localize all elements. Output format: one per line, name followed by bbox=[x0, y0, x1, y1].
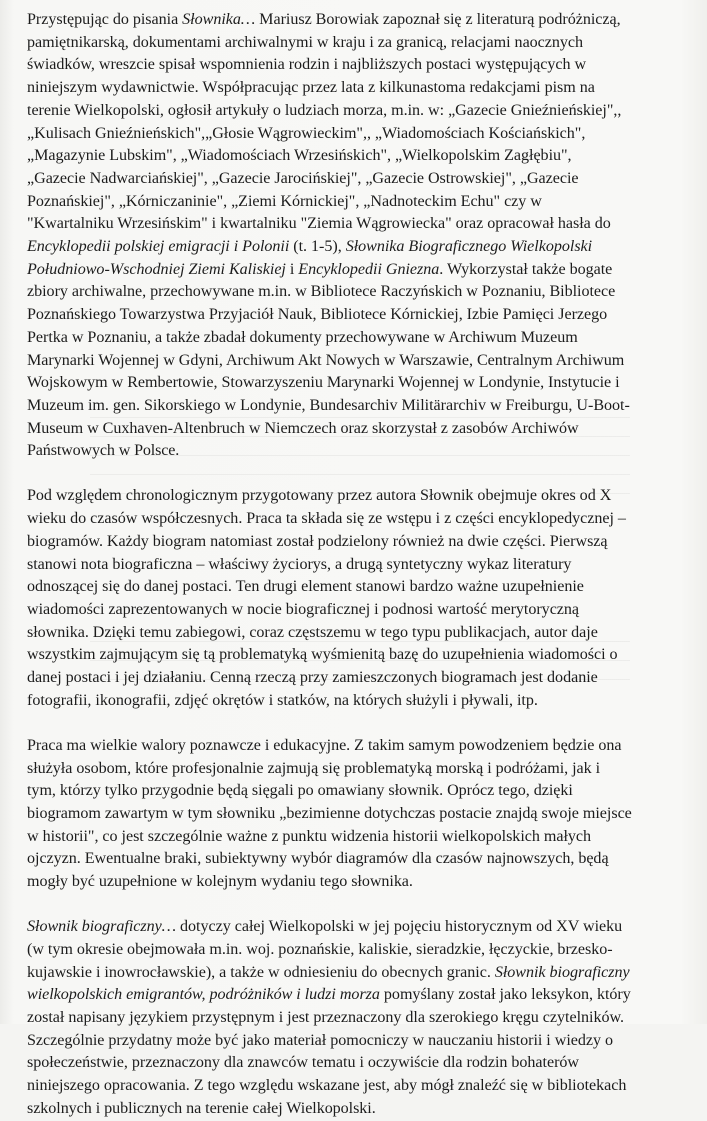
text-line bbox=[27, 77, 682, 100]
italic-text-run: Południowo-Wschodniej Ziemi Kaliskiej bbox=[27, 260, 286, 278]
italic-text-run: Słownik biograficzny… bbox=[27, 918, 177, 936]
text-run: Mariusz Borowiak zapoznał się z literaturą podróżniczą, bbox=[255, 11, 621, 28]
text-run: „Magazynie Lubskim", „Wiadomościach Wrzesińskich", „Wielkopolskim Zagłębiu", bbox=[27, 147, 572, 165]
text-run: fotografii, ikonografii, zdjęć okrętów i statków, na których służyli i pływali, itp. bbox=[27, 691, 538, 709]
text-line bbox=[27, 1098, 682, 1121]
text-line bbox=[27, 327, 682, 350]
text-run: Pertka w Poznaniu, a także zbadał dokumenty przechowywane w Archiwum Muzeum bbox=[27, 328, 578, 346]
text-line bbox=[27, 780, 682, 803]
text-run: Praca ma wielkie walory poznawcze i edukacyjne. Z takim samym powodzeniem będzie ona bbox=[27, 736, 622, 754]
text-line bbox=[27, 644, 682, 667]
text-line bbox=[27, 690, 682, 713]
document-body bbox=[27, 9, 682, 1121]
text-run: "Kwartalniku Wrzesińskim" i kwartalniku "Ziemia Wągrowiecka" oraz opracował hasła do bbox=[27, 215, 611, 233]
text-run: Poznańskiej", „Kórniczaninie", „Ziemi Kórnickiej", „Nadnoteckim Echu" czy w bbox=[27, 192, 542, 210]
text-run: biogramów. Każdy biogram natomiast został podzielony również na dwie części. Pierwszą bbox=[27, 532, 608, 550]
text-run: niniejszego opracowania. Z tego względu wskazane jest, aby mógł znaleźć się w bibliotekach bbox=[27, 1077, 627, 1095]
text-run: świadków, wreszcie spisał wspomnienia rodzin i najbliższych postaci występujących w bbox=[27, 56, 587, 74]
text-run: Wojskowym w Rembertowie, Stowarzyszeniu Marynarki Wojennej w Londynie, Instytucie i bbox=[27, 374, 620, 392]
italic-text-run: Słownik biograficzny bbox=[494, 963, 630, 981]
text-line bbox=[27, 916, 682, 939]
paragraph bbox=[27, 916, 682, 1120]
text-run: słownika. Dzięki temu zabiegowi, coraz częstszemu w tego typu publikacjach, autor daje bbox=[27, 623, 598, 641]
text-line bbox=[27, 1075, 682, 1098]
text-run: terenie Wielkopolski, ogłosił artykuły o ludziach morza, m.in. w: „Gazecie Gnieźnieńskiej",, bbox=[27, 101, 622, 119]
text-line bbox=[27, 826, 682, 849]
text-line bbox=[27, 962, 682, 985]
text-run: i bbox=[285, 260, 299, 278]
text-run: w historii", co jest szczególnie ważne z punktu widzenia historii wielkopolskich małych bbox=[27, 827, 592, 845]
text-run: społeczeństwie, przeznaczony dla znawców tematu i oczywiście dla rodzin bohaterów bbox=[27, 1054, 579, 1072]
text-run: szkolnych i publicznych na terenie całej Wielkopolski. bbox=[27, 1099, 376, 1117]
text-line bbox=[27, 758, 682, 781]
text-run: mogły być uzupełnione w kolejnym wydaniu tego słownika. bbox=[27, 873, 413, 891]
text-run: tym, którzy tylko przygodnie będą sięgali po omawiany słownik. Oprócz tego, dzięki bbox=[27, 782, 573, 800]
text-line bbox=[27, 236, 682, 259]
text-line bbox=[27, 123, 682, 146]
text-run: „Gazecie Nadwarciańskiej", „Gazecie Jarocińskiej", „Gazecie Ostrowskiej", „Gazecie bbox=[27, 169, 579, 187]
text-run: (t. 1-5), bbox=[289, 238, 346, 256]
text-line bbox=[27, 599, 682, 622]
text-run: pamiętnikarską, dokumentami archiwalnymi w kraju i za granicą, relacjami naocznych bbox=[27, 33, 584, 51]
text-line bbox=[27, 803, 682, 826]
text-run: ojczyzn. Ewentualne braki, subiektywny wybór diagramów dla czasów najnowszych, będą bbox=[27, 850, 609, 868]
text-line bbox=[27, 395, 682, 418]
text-run: wiadomości zaprezentowanych w nocie biograficznej i podnosi wartość merytoryczną bbox=[27, 600, 580, 618]
text-line bbox=[27, 304, 682, 327]
text-line bbox=[27, 145, 682, 168]
text-run: służyła osobom, które profesjonalnie zajmują się problematyką morską i podróżami, jak i bbox=[27, 759, 601, 777]
text-line bbox=[27, 1007, 682, 1030]
text-run: Szczególnie przydatny może być jako materiał pomocniczy w nauczaniu historii i wiedzy o bbox=[27, 1031, 614, 1049]
italic-text-run: Słownika Biograficznego Wielkopolski bbox=[345, 238, 593, 256]
text-line bbox=[27, 939, 682, 962]
text-run: Poznańskiego Towarzystwa Przyjaciół Nauk, Bibliotece Kórnickiej, Izbie Pamięci Jerzego bbox=[27, 306, 608, 324]
paragraph bbox=[27, 485, 682, 712]
text-line bbox=[27, 213, 682, 236]
text-line bbox=[27, 32, 682, 55]
text-run: Pod względem chronologicznym przygotowany przez autora Słownik obejmuje okres od X bbox=[27, 487, 612, 505]
text-line bbox=[27, 485, 682, 508]
text-run: stanowi nota biograficzna – właściwy życiorys, a drugą syntetyczny wykaz literatury bbox=[27, 555, 572, 573]
text-run: Marynarki Wojennej w Gdyni, Archiwum Akt Nowych w Warszawie, Centralnym Archiwum bbox=[27, 351, 625, 369]
text-run: wszystkim zajmującym się tą problematyką wyśmienitą bazę do uzupełnienia wiadomości o bbox=[27, 646, 618, 664]
text-line bbox=[27, 168, 682, 191]
text-run: niniejszym wydawnictwie. Współpracując przez lata z kilkunastoma redakcjami pism na bbox=[27, 79, 595, 97]
italic-text-run: wielkopolskich emigrantów, podróżników i ludzi morza bbox=[27, 986, 380, 1004]
text-run: biogramom zawartym w tym słowniku „bezimienne dotychczas postacie znajdą swoje miejsce bbox=[27, 804, 632, 822]
text-line bbox=[27, 1030, 682, 1053]
italic-text-run: Encyklopedii polskiej emigracji i Polonii bbox=[27, 238, 290, 256]
text-run: (w tym okresie obejmowała m.in. woj. poznańskie, kaliskie, sieradzkie, łęczyckie, brzesko- bbox=[27, 940, 613, 958]
text-run: Muzeum im. gen. Sikorskiego w Londynie, Bundesarchiv Militärarchiv w Freiburgu, U-Boot- bbox=[27, 396, 630, 414]
text-line bbox=[27, 372, 682, 395]
text-line bbox=[27, 622, 682, 645]
text-run: Przystępując do pisania bbox=[27, 11, 183, 28]
italic-text-run: Słownika… bbox=[182, 11, 256, 28]
text-line bbox=[27, 848, 682, 871]
text-line bbox=[27, 871, 682, 894]
text-line bbox=[27, 440, 682, 463]
text-run: „Kulisach Gnieźnieńskich",„Głosie Wągrowieckim",, „Wiadomościach Kościańskich", bbox=[27, 124, 586, 142]
text-line bbox=[27, 667, 682, 690]
italic-text-run: Encyklopedii Gniezna bbox=[298, 260, 440, 278]
text-line bbox=[27, 1052, 682, 1075]
text-line bbox=[27, 350, 682, 373]
text-line bbox=[27, 418, 682, 441]
text-run: kujawskie i inowrocławskie), a także w odniesieniu do obecnych granic. bbox=[27, 963, 495, 981]
text-run: danej postaci i jej działaniu. Cenną rzeczą przy zamieszczonych biogramach jest dodanie bbox=[27, 669, 598, 687]
text-line bbox=[27, 281, 682, 304]
text-run: zbiory archiwalne, przechowywane m.in. w Bibliotece Raczyńskich w Poznaniu, Bibliotece bbox=[27, 283, 616, 301]
text-line bbox=[27, 554, 682, 577]
text-line bbox=[27, 576, 682, 599]
text-line bbox=[27, 259, 682, 282]
text-line bbox=[27, 54, 682, 77]
paragraph bbox=[27, 9, 682, 463]
text-line bbox=[27, 735, 682, 758]
text-run: pomyślany został jako leksykon, który bbox=[379, 986, 631, 1004]
text-run: dotyczy całej Wielkopolski w jej pojęciu historycznym od XV wieku bbox=[176, 918, 623, 936]
text-run: został napisany językiem przystępnym i jest przeznaczony dla szerokiego kręgu czytelników. bbox=[27, 1009, 625, 1026]
text-run: wieku do czasów współczesnych. Praca ta składa się ze wstępu i z części encyklopedycznej – bbox=[27, 510, 626, 528]
text-line bbox=[27, 9, 682, 32]
paragraph bbox=[27, 735, 682, 894]
text-run: . Wykorzystał także bogate bbox=[439, 260, 613, 278]
text-run: Państwowych w Polsce. bbox=[27, 442, 180, 460]
text-line bbox=[27, 984, 682, 1007]
text-line bbox=[27, 191, 682, 214]
text-line bbox=[27, 531, 682, 554]
text-run: odnoszącej się do danej postaci. Ten drugi element stanowi bardzo ważne uzupełnienie bbox=[27, 578, 584, 596]
text-run: Museum w Cuxhaven-Altenbruch w Niemczech oraz skorzystał z zasobów Archiwów bbox=[27, 419, 579, 437]
text-line bbox=[27, 100, 682, 123]
text-line bbox=[27, 508, 682, 531]
